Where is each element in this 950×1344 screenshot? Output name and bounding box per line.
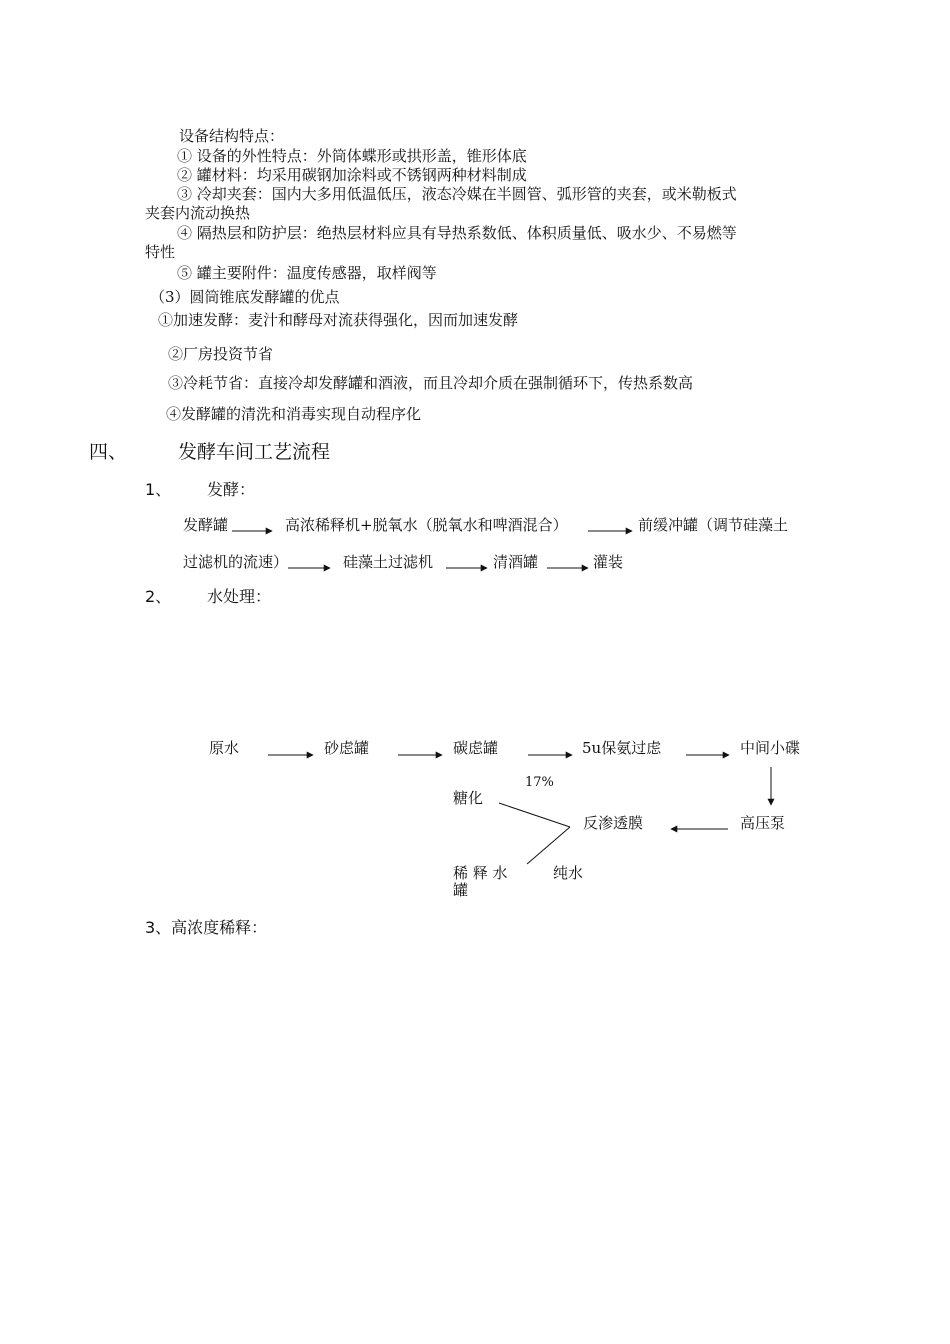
water-node-sand-filter: 砂虑罐 — [324, 739, 370, 757]
ferment-step-filling: 灌装 — [593, 553, 624, 571]
water-node-saccharification: 糖化 — [453, 789, 484, 807]
ferment-step-filter: 硅藻土过滤机 — [343, 553, 434, 571]
water-node-reverse-osmosis: 反渗透膜 — [583, 814, 644, 832]
water-node-raw: 原水 — [209, 739, 240, 757]
structure-item-4-cont: 特性 — [145, 243, 176, 261]
advantages-heading: （3）圆筒锥底发酵罐的优点 — [150, 288, 340, 306]
ferment-step-buffer-cont: 过滤机的流速） — [183, 553, 289, 571]
advantage-item-4: ④发酵罐的清洗和消毒实现自动程序化 — [166, 405, 422, 423]
structure-item-1: ① 设备的外性特点：外筒体蝶形或拱形盖，锥形体底 — [177, 147, 527, 165]
water-node-5u-filter: 5u保氨过虑 — [582, 739, 662, 757]
water-node-carbon-filter: 碳虑罐 — [453, 739, 499, 757]
water-node-high-pressure-pump: 高压泵 — [740, 814, 786, 832]
water-node-pure-water: 纯水 — [553, 864, 584, 882]
structure-item-2: ② 罐材料：均采用碳钢加涂料或不锈钢两种材料制成 — [177, 166, 527, 184]
advantage-item-2: ②厂房投资节省 — [168, 345, 274, 363]
water-title: 水处理： — [207, 587, 272, 606]
advantage-item-3: ③冷耗节省：直接冷却发酵罐和酒液，而且冷却介质在强制循环下，传热系数高 — [168, 374, 694, 392]
fermentation-number: 1、 — [145, 480, 172, 499]
structure-item-4: ④ 隔热层和防护层：绝热层材料应具有导热系数低、体积质量低、吸水少、不易燃等 — [177, 224, 737, 242]
water-node-middle: 中间小碟 — [740, 739, 801, 757]
structure-item-5: ⑤ 罐主要附件：温度传感器，取样阀等 — [177, 264, 437, 282]
section3-title: 3、高浓度稀释： — [145, 918, 268, 937]
ferment-step-tank: 发酵罐 — [183, 516, 229, 534]
fermentation-title: 发酵： — [207, 480, 256, 499]
ferment-step-buffer: 前缓冲罐（调节硅藻土 — [638, 516, 789, 534]
structure-item-3: ③ 冷却夹套：国内大多用低温低压，液态冷媒在半圆管、弧形管的夹套，或米勒板式 — [177, 185, 737, 203]
water-node-dilution-tank-cont: 罐 — [453, 881, 469, 899]
water-percent-label: 17% — [525, 775, 554, 790]
section4-title: 发酵车间工艺流程 — [178, 441, 331, 463]
ferment-step-dilution: 高浓稀释机+脱氧水（脱氧水和啤酒混合） — [285, 516, 568, 534]
structure-heading: 设备结构特点： — [179, 127, 285, 145]
advantage-item-1: ①加速发酵：麦汁和酵母对流获得强化，因而加速发酵 — [158, 311, 519, 329]
line-ro-to-saccharification — [499, 803, 570, 827]
ferment-step-clear-tank: 清酒罐 — [493, 553, 539, 571]
section4-number: 四、 — [89, 441, 128, 463]
water-number: 2、 — [145, 587, 172, 606]
structure-item-3-cont: 夹套内流动换热 — [145, 204, 251, 222]
water-node-dilution-tank: 稀 释 水 — [453, 864, 508, 882]
line-ro-to-dilution-tank — [527, 827, 570, 864]
